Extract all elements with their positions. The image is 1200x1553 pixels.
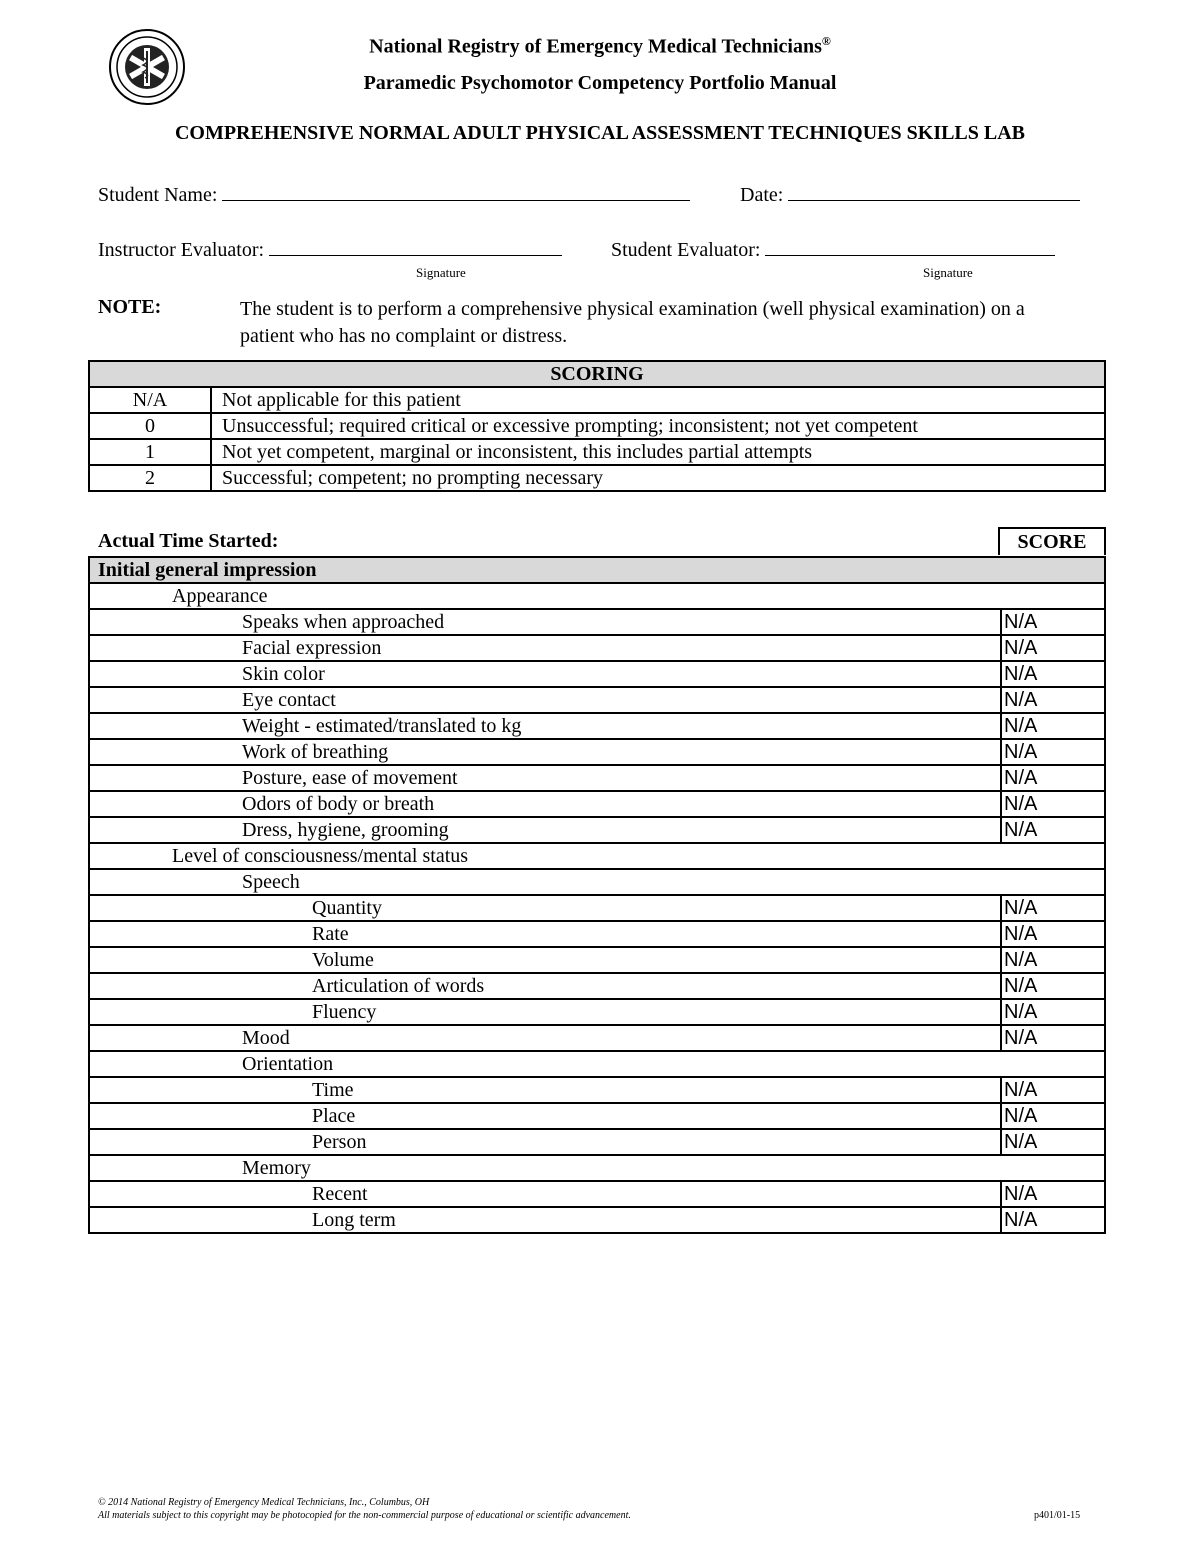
assessment-item-label: Work of breathing — [89, 739, 1001, 765]
assessment-row — [89, 583, 1105, 609]
assessment-item-label: Posture, ease of movement — [89, 765, 1001, 791]
scoring-desc: Not yet competent, marginal or inconsistent, this includes partial attempts — [211, 439, 1105, 465]
assessment-row — [89, 713, 1105, 739]
score-cell[interactable]: N/A — [1001, 1025, 1105, 1051]
assessment-row — [89, 999, 1105, 1025]
assessment-item-label: Speaks when approached — [89, 609, 1001, 635]
score-column-header: SCORE — [998, 527, 1106, 555]
assessment-row — [89, 1155, 1105, 1181]
footer-copyright: © 2014 National Registry of Emergency Medical Technicians, Inc., Columbus, OH — [98, 1497, 430, 1508]
assessment-table — [88, 556, 1106, 1234]
score-cell[interactable]: N/A — [1001, 739, 1105, 765]
scoring-code: 1 — [89, 439, 211, 465]
assessment-row — [89, 895, 1105, 921]
date-label: Date: — [740, 184, 784, 206]
scoring-desc: Unsuccessful; required critical or excessive prompting; inconsistent; not yet competent — [211, 413, 1105, 439]
assessment-row — [89, 687, 1105, 713]
scoring-row — [89, 387, 1105, 413]
assessment-row — [89, 947, 1105, 973]
assessment-item-label: Dress, hygiene, grooming — [89, 817, 1001, 843]
assessment-item-label: Memory — [89, 1155, 1105, 1181]
assessment-row — [89, 661, 1105, 687]
footer-doc-code: p401/01-15 — [1034, 1510, 1081, 1521]
section-title: Initial general impression — [89, 557, 1105, 583]
student-evaluator-row — [611, 239, 1055, 262]
assessment-item-label: Speech — [89, 869, 1105, 895]
assessment-row — [89, 817, 1105, 843]
assessment-row — [89, 609, 1105, 635]
scoring-row — [89, 439, 1105, 465]
assessment-row — [89, 1025, 1105, 1051]
assessment-item-label: Person — [89, 1129, 1001, 1155]
assessment-row — [89, 739, 1105, 765]
assessment-item-label: Eye contact — [89, 687, 1001, 713]
score-cell[interactable]: N/A — [1001, 947, 1105, 973]
assessment-row — [89, 921, 1105, 947]
score-cell[interactable]: N/A — [1001, 765, 1105, 791]
assessment-row — [89, 635, 1105, 661]
assessment-item-label: Orientation — [89, 1051, 1105, 1077]
score-cell[interactable]: N/A — [1001, 609, 1105, 635]
manual-title: Paramedic Psychomotor Competency Portfolio Manual — [363, 72, 837, 94]
student-name-row — [98, 184, 690, 207]
note-text: The student is to perform a comprehensive physical examination (well physical examination) on a patient who has no complaint or distress. — [240, 298, 1025, 347]
score-cell[interactable]: N/A — [1001, 713, 1105, 739]
instructor-signature-line[interactable] — [269, 239, 562, 256]
assessment-item-label: Mood — [89, 1025, 1001, 1051]
scoring-key-table — [88, 360, 1106, 492]
assessment-row — [89, 1181, 1105, 1207]
assessment-item-label: Volume — [89, 947, 1001, 973]
assessment-item-label: Level of consciousness/mental status — [89, 843, 1105, 869]
student-evaluator-signature-line[interactable] — [765, 239, 1055, 256]
scoring-desc: Successful; competent; no prompting necessary — [211, 465, 1105, 491]
assessment-item-label: Weight - estimated/translated to kg — [89, 713, 1001, 739]
assessment-item-label: Time — [89, 1077, 1001, 1103]
score-cell[interactable]: N/A — [1001, 1077, 1105, 1103]
assessment-row — [89, 869, 1105, 895]
assessment-row — [89, 1103, 1105, 1129]
student-evaluator-label: Student Evaluator: — [611, 239, 761, 261]
student-name-label: Student Name: — [98, 184, 218, 206]
note-label: NOTE: — [98, 296, 162, 318]
assessment-item-label: Articulation of words — [89, 973, 1001, 999]
score-cell[interactable]: N/A — [1001, 921, 1105, 947]
footer-permission: All materials subject to this copyright may be photocopied for the non-commercial purpose of educational or scientific advancement. — [98, 1510, 631, 1521]
date-line[interactable] — [788, 184, 1080, 201]
scoring-row — [89, 465, 1105, 491]
score-cell[interactable]: N/A — [1001, 973, 1105, 999]
assessment-row — [89, 1129, 1105, 1155]
assessment-row — [89, 843, 1105, 869]
time-started-label: Actual Time Started: — [98, 530, 279, 552]
score-cell[interactable]: N/A — [1001, 1181, 1105, 1207]
scoring-code: N/A — [89, 387, 211, 413]
assessment-item-label: Recent — [89, 1181, 1001, 1207]
assessment-item-label: Skin color — [89, 661, 1001, 687]
instructor-evaluator-row — [98, 239, 562, 262]
score-cell[interactable]: N/A — [1001, 635, 1105, 661]
assessment-row — [89, 791, 1105, 817]
date-row — [740, 184, 1080, 207]
assessment-item-label: Appearance — [89, 583, 1105, 609]
student-name-line[interactable] — [222, 184, 690, 201]
score-cell[interactable]: N/A — [1001, 999, 1105, 1025]
assessment-item-label: Odors of body or breath — [89, 791, 1001, 817]
scoring-row — [89, 413, 1105, 439]
scoring-desc: Not applicable for this patient — [211, 387, 1105, 413]
score-cell[interactable]: N/A — [1001, 1129, 1105, 1155]
assessment-row — [89, 1207, 1105, 1233]
score-cell[interactable]: N/A — [1001, 817, 1105, 843]
score-cell[interactable]: N/A — [1001, 895, 1105, 921]
assessment-item-label: Place — [89, 1103, 1001, 1129]
assessment-item-label: Long term — [89, 1207, 1001, 1233]
scoring-heading: SCORING — [89, 361, 1105, 387]
assessment-item-label: Facial expression — [89, 635, 1001, 661]
assessment-row — [89, 1051, 1105, 1077]
score-cell[interactable]: N/A — [1001, 661, 1105, 687]
score-cell[interactable]: N/A — [1001, 687, 1105, 713]
assessment-item-label: Quantity — [89, 895, 1001, 921]
instructor-evaluator-label: Instructor Evaluator: — [98, 239, 265, 261]
assessment-item-label: Fluency — [89, 999, 1001, 1025]
assessment-row — [89, 973, 1105, 999]
assessment-row — [89, 765, 1105, 791]
student-evaluator-signature-caption: Signature — [923, 265, 973, 280]
org-name-heading: National Registry of Emergency Medical Technicians® — [369, 34, 831, 58]
instructor-signature-caption: Signature — [416, 265, 466, 280]
assessment-item-label: Rate — [89, 921, 1001, 947]
scoring-code: 0 — [89, 413, 211, 439]
form-title: COMPREHENSIVE NORMAL ADULT PHYSICAL ASSESSMENT TECHNIQUES SKILLS LAB — [174, 122, 1026, 144]
score-cell[interactable]: N/A — [1001, 1103, 1105, 1129]
scoring-code: 2 — [89, 465, 211, 491]
score-cell[interactable]: N/A — [1001, 791, 1105, 817]
score-cell[interactable]: N/A — [1001, 1207, 1105, 1233]
assessment-row — [89, 1077, 1105, 1103]
